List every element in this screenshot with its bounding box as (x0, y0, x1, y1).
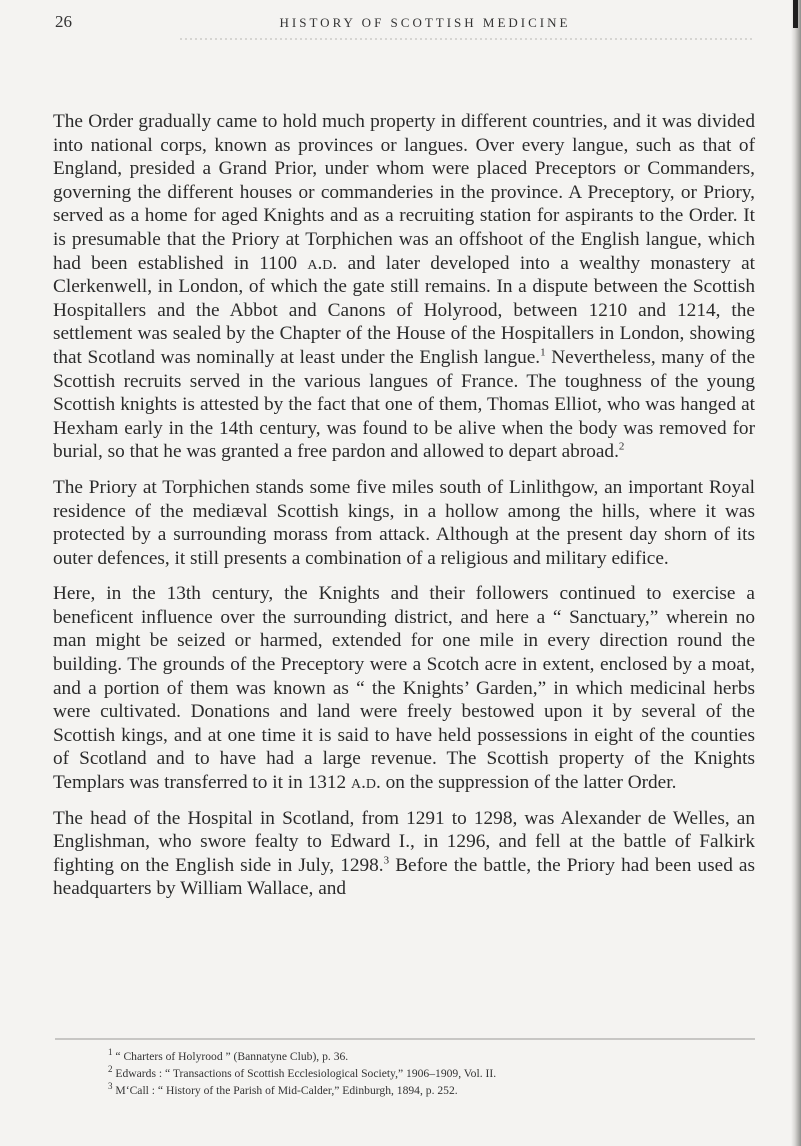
footnote-1 (108, 1048, 748, 1065)
page-number: 26 (55, 12, 72, 31)
footnote-text-2: Edwards : “ Transactions of Scottish Ecclesiological Society,” 1906–1909, Vol. II. (112, 1067, 497, 1081)
footnote-ref-3[interactable]: 3 (383, 854, 390, 867)
footnote-ref-2[interactable]: 2 (618, 440, 625, 453)
paragraph-3-part-b: on the suppression of the latter Order. (380, 772, 677, 794)
era-abbrev: a.d. (307, 252, 338, 274)
footnote-mark-3: 3 (108, 1081, 113, 1092)
footnote-ref-1[interactable]: 1 (540, 346, 546, 359)
paragraph-1-part-a: The Order gradually came to hold much property in different countries, and it was divided into national corps, known as provinces or langues. Over every langue, such as that of England, presided a Grand Prior, under whom were placed Preceptors or Commanders, governing the different houses or commanderies in the province. A Preceptory, or Priory, served as a home for aged Knights and as a recruiting station for aspirants to the Order. It is presumable that the Priory at Torphichen was an offshoot of the English langue, which had been established in 1100 (53, 111, 755, 274)
footnote-rule (0, 1037, 801, 1043)
era-abbrev: a.d. (350, 772, 381, 794)
paragraph-3 (53, 582, 755, 794)
footnote-mark-1: 1 (108, 1047, 113, 1058)
footnotes (108, 1048, 748, 1100)
paragraph-3-part-a: Here, in the 13th century, the Knights and their followers continued to exercise a beneficent influence over the surrounding district, and here a “ Sanctuary,” wherein no man might be seized or harmed, extended for one mile in every direction round the building. The grounds of the Preceptory were a Scotch acre in extent, enclosed by a moat, and a portion of them was known as “ the Knights’ Garden,” in which medicinal herbs were cultivated. Donations and land were freely bestowed upon it by several of the Scottish kings, and at one time it is said to have held possessions in eight of the counties of Scotland and to have had a large revenue. The Scottish property of the Knights Templars was transferred to it in 1312 (53, 583, 755, 794)
paragraph-2-text: The Priory at Torphichen stands some five miles south of Linlithgow, an important Royal residence of the mediæval Scottish kings, in a hollow among the hills, where it was protected by a surrounding morass from attack. Although at the present day shorn of its outer defences, it still presents a combination of a religious and military edifice. (53, 476, 755, 569)
footnote-text-1: “ Charters of Holyrood ” (Bannatyne Club), p. 36. (112, 1050, 349, 1063)
paragraph-4-part-a: The head of the Hospital in Scotland, from 1291 to 1298, was Alexander de Welles, an Englishman, who swore fealty to Edward I., in 1296, and fell at the battle of Falkirk fighting on the English side in July, 1298. (53, 807, 755, 876)
footnote-3 (108, 1082, 748, 1099)
footnote-mark-2: 2 (108, 1064, 113, 1075)
paragraph-2 (53, 476, 755, 570)
paragraph-4-part-b: Before the battle, the Priory had been used as headquarters by William Wallace, and (53, 854, 755, 900)
footnote-2 (108, 1065, 748, 1082)
paragraph-1-part-b: and later developed into a wealthy monastery at Clerkenwell, in London, of which the gate still remains. In a dispute between the Scottish Hospitallers and the Abbot and Canons of Holyrood, between 1210 and 1214, the settlement was sealed by the Chapter of the House of the Hospitallers in London, showing that Scotland was nominally at least under the English langue. (53, 252, 755, 368)
paragraph-4 (53, 807, 755, 901)
paragraph-1 (53, 110, 755, 464)
body-text (53, 110, 755, 901)
page-edge-shadow (791, 0, 801, 1146)
header-rule (0, 12, 801, 52)
running-head: HISTORY OF SCOTTISH MEDICINE (279, 15, 571, 30)
footnote-text-3: M‘Call : “ History of the Parish of Mid-Calder,” Edinburgh, 1894, p. 252. (112, 1084, 458, 1098)
paragraph-1-part-c: Nevertheless, many of the Scottish recruits served in the various langues of France. The toughness of the young Scottish knights is attested by the fact that one of them, Thomas Elliot, who was hanged at Hexham early in the 14th century, was found to be alive when the body was removed for burial, so that he was granted a free pardon and allowed to depart abroad. (53, 346, 755, 463)
